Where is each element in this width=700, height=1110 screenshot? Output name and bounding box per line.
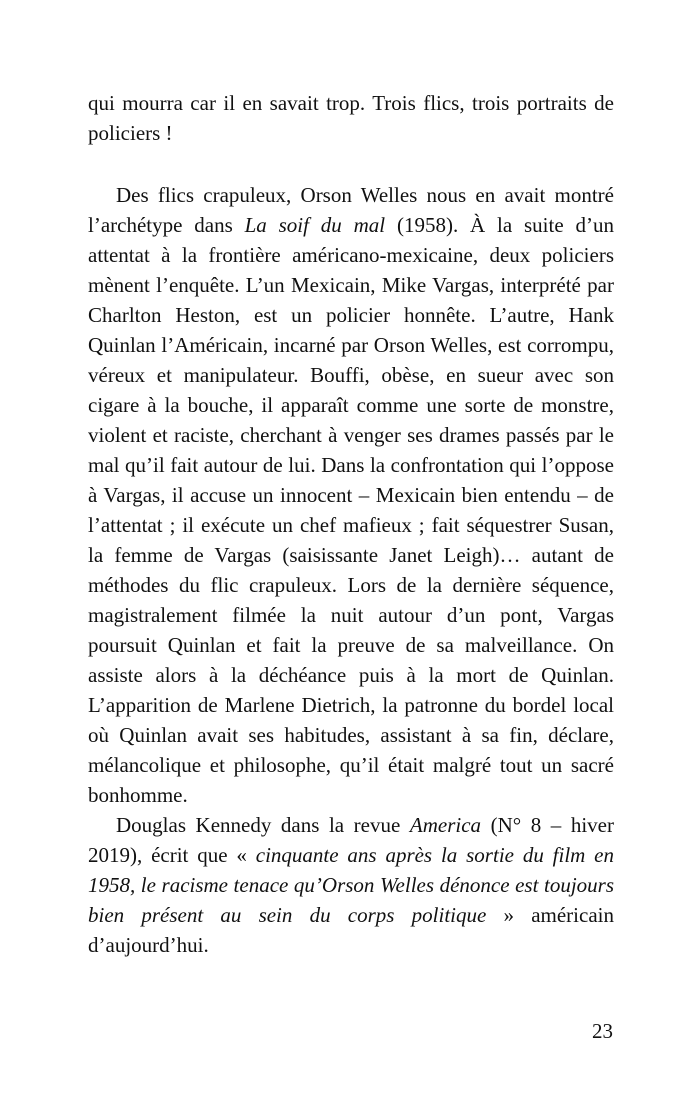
paragraph-gap [88, 148, 614, 180]
journal-title: America [409, 813, 482, 837]
page-number: 23 [592, 1019, 613, 1043]
paragraph-la-soif-du-mal [88, 180, 614, 810]
paragraph-text: Des flics crapuleux, Orson Welles nous en avait montré l’archétype dans [88, 183, 614, 237]
paragraph-text: » américain d’aujourd’hui. [88, 903, 614, 957]
paragraph-continuation: qui mourra car il en savait trop. Trois flics, trois portraits de policiers ! [88, 91, 614, 145]
page-body [88, 88, 614, 960]
quotation: cinquante ans après la sortie du film en 1958, le racisme tenace qu’Orson Welles dénonce est toujours bien présent au sein du corps politique [88, 843, 614, 927]
paragraph-douglas-kennedy [88, 810, 614, 960]
paragraph-text: (1958). À la suite d’un attentat à la frontière américano-mexicaine, deux policiers mènent l’enquête. L’un Mexicain, Mike Vargas, interprété par Charlton Heston, est un policier honnête. L’autre, Hank Quinlan l’Américain, incarné par Orson Welles, est corrompu, véreux et manipulateur. Bouffi, obèse, en sueur avec son cigare à la bouche, il apparaît comme une sorte de monstre, violent et raciste, cherchant à venger ses drames passés par le mal qu’il fait autour de lui. Dans la confrontation qui l’oppose à Vargas, il accuse un innocent – Mexicain bien entendu – de l’attentat ; il exécute un chef mafieux ; fait séquestrer Susan, la femme de Vargas (saisissante Janet Leigh)… autant de méthodes du flic crapuleux. Lors de la dernière séquence, magistralement filmée la nuit autour d’un pont, Vargas poursuit Quinlan et fait la preuve de sa malveillance. On assiste alors à la déchéance puis à la mort de Quinlan. L’apparition de Marlene Dietrich, la patronne du bordel local où Quinlan avait ses habitudes, assistant à sa fin, déclare, mélancolique et philosophe, qu’il était malgré tout un sacré bonhomme. [88, 213, 614, 807]
film-title: La soif du mal [244, 213, 386, 237]
paragraph-text: (N° 8 – hiver 2019), écrit que « [88, 813, 614, 867]
paragraph-text: Douglas Kennedy dans la revue [116, 813, 410, 837]
